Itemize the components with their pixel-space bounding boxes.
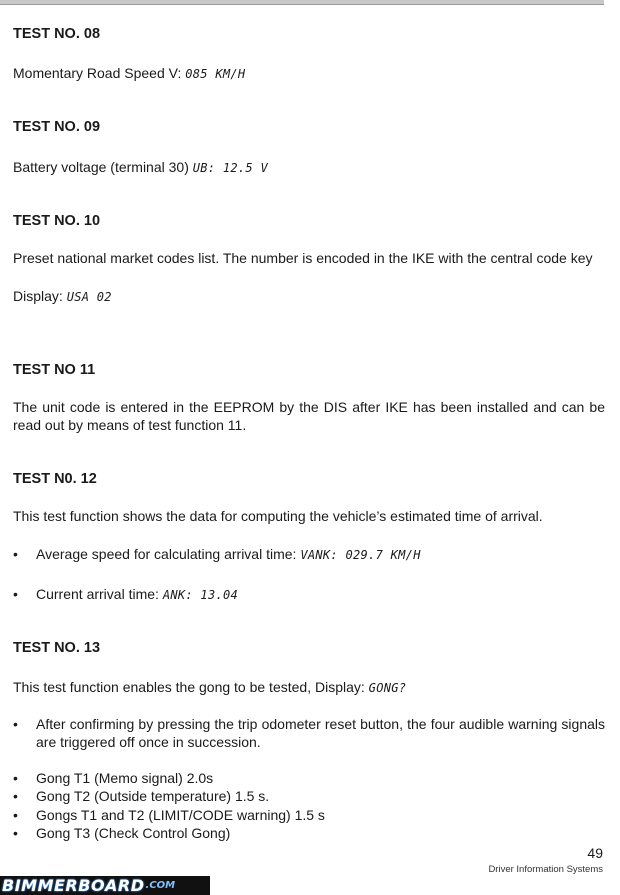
watermark-domain: .COM — [145, 880, 176, 891]
bullet-text: After confirming by pressing the trip odometer reset button, the four audible warning signals are triggered off once in succession. — [36, 716, 605, 750]
bullet-text: Gong T1 (Memo signal) 2.0s — [36, 770, 214, 786]
top-rule — [0, 0, 604, 5]
list-item-text — [36, 585, 605, 604]
bullet-icon: • — [13, 807, 18, 823]
page-number: 49 — [587, 845, 603, 861]
section-test-09 — [13, 118, 605, 177]
section-test-12 — [13, 470, 605, 525]
section-paragraph — [13, 678, 605, 697]
watermark-main: BIMMERBOARD — [2, 876, 145, 895]
display-line — [13, 287, 605, 306]
section-paragraph — [13, 158, 605, 177]
section-heading: TEST NO 11 — [13, 362, 96, 378]
section-test-08 — [13, 25, 605, 83]
paragraph-text: Momentary Road Speed V: — [13, 65, 186, 81]
lcd-readout: 085 KM/H — [185, 67, 246, 81]
section-heading: TEST NO. 09 — [13, 119, 101, 135]
section-heading: TEST NO. 10 — [13, 213, 101, 229]
bullet-text: Average speed for calculating arrival time: — [36, 546, 301, 562]
section-test-10 — [13, 212, 605, 306]
section-paragraph: The unit code is entered in the EEPROM by the DIS after IKE has been installed and can be read out by means of test function 11. — [13, 399, 605, 433]
section-heading: TEST NO. 08 — [13, 26, 101, 42]
bullet-icon: • — [13, 546, 18, 562]
bullet-icon: • — [13, 716, 18, 732]
paragraph-text: Battery voltage (terminal 30) — [13, 159, 193, 175]
list-item-text — [36, 545, 605, 564]
section-test-13 — [13, 639, 605, 697]
bullet-text: Current arrival time: — [36, 586, 163, 602]
section-paragraph — [13, 64, 605, 83]
section-paragraph: Preset national market codes list. The number is encoded in the IKE with the central code key — [13, 250, 593, 266]
lcd-readout: VANK: 029.7 KM/H — [300, 548, 421, 562]
bullet-icon: • — [13, 825, 18, 841]
section-test-11 — [13, 361, 605, 434]
section-paragraph: This test function shows the data for computing the vehicle’s estimated time of arrival. — [13, 508, 543, 524]
paragraph-text: This test function enables the gong to be tested, Display: — [13, 679, 369, 695]
footer-title: Driver Information Systems — [488, 864, 603, 875]
bullet-text: Gongs T1 and T2 (LIMIT/CODE warning) 1.5 s — [36, 807, 325, 823]
bullet-icon: • — [13, 788, 18, 804]
lcd-readout: USA 02 — [66, 290, 112, 304]
section-heading: TEST N0. 12 — [13, 471, 97, 487]
bullet-icon: • — [13, 770, 18, 786]
section-heading: TEST NO. 13 — [13, 640, 101, 656]
lcd-readout: GONG? — [368, 681, 407, 695]
display-label: Display: — [13, 288, 67, 304]
lcd-readout: UB: 12.5 V — [192, 161, 268, 175]
bullet-icon: • — [13, 586, 18, 602]
bullet-text: Gong T3 (Check Control Gong) — [36, 825, 231, 841]
lcd-readout: ANK: 13.04 — [162, 588, 239, 602]
watermark-logo — [0, 876, 210, 895]
bullet-text: Gong T2 (Outside temperature) 1.5 s. — [36, 788, 270, 804]
